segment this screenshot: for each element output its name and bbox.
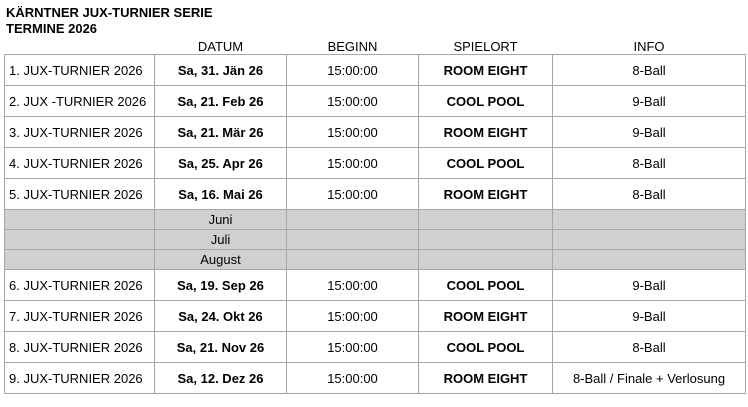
info-cell: 8-Ball / Finale + Verlosung [553,363,746,394]
document-title: KÄRNTNER JUX-TURNIER SERIE [6,5,213,20]
empty-cell [5,210,155,230]
empty-cell [5,230,155,250]
time-cell: 15:00:00 [287,179,419,210]
event-cell: 5. JUX-TURNIER 2026 [5,179,155,210]
date-cell: Sa, 21. Nov 26 [155,332,287,363]
date-cell: Sa, 25. Apr 26 [155,148,287,179]
time-cell: 15:00:00 [287,55,419,86]
info-cell: 8-Ball [553,148,746,179]
empty-cell [5,250,155,270]
event-cell: 8. JUX-TURNIER 2026 [5,332,155,363]
time-cell: 15:00:00 [287,148,419,179]
table-row [5,332,746,363]
table-row [5,270,746,301]
table-row [5,148,746,179]
break-row [5,210,746,230]
info-cell: 9-Ball [553,270,746,301]
empty-cell [419,210,553,230]
venue-cell: COOL POOL [419,270,553,301]
empty-cell [287,230,419,250]
break-row [5,230,746,250]
event-cell: 4. JUX-TURNIER 2026 [5,148,155,179]
date-cell: Sa, 21. Mär 26 [155,117,287,148]
info-cell: 9-Ball [553,301,746,332]
info-cell: 8-Ball [553,55,746,86]
event-cell: 2. JUX -TURNIER 2026 [5,86,155,117]
date-cell: Sa, 19. Sep 26 [155,270,287,301]
time-cell: 15:00:00 [287,270,419,301]
table-row [5,179,746,210]
time-cell: 15:00:00 [287,332,419,363]
event-cell: 6. JUX-TURNIER 2026 [5,270,155,301]
break-month-cell: Juli [155,230,287,250]
time-cell: 15:00:00 [287,117,419,148]
event-cell: 1. JUX-TURNIER 2026 [5,55,155,86]
info-cell: 8-Ball [553,332,746,363]
header-info: INFO [633,39,665,54]
empty-cell [287,250,419,270]
header-event [5,37,155,55]
table-row [5,301,746,332]
header-spielort: SPIELORT [453,39,518,54]
event-cell: 9. JUX-TURNIER 2026 [5,363,155,394]
info-cell: 9-Ball [553,86,746,117]
break-month-cell: August [155,250,287,270]
event-cell: 3. JUX-TURNIER 2026 [5,117,155,148]
break-row [5,250,746,270]
date-cell: Sa, 16. Mai 26 [155,179,287,210]
empty-cell [553,250,746,270]
date-cell: Sa, 12. Dez 26 [155,363,287,394]
table-row [5,55,746,86]
table-row [5,117,746,148]
header-row [5,37,746,55]
event-cell: 7. JUX-TURNIER 2026 [5,301,155,332]
table-row [5,86,746,117]
empty-cell [419,230,553,250]
venue-cell: ROOM EIGHT [419,117,553,148]
time-cell: 15:00:00 [287,363,419,394]
time-cell: 15:00:00 [287,86,419,117]
time-cell: 15:00:00 [287,301,419,332]
empty-cell [553,230,746,250]
date-cell: Sa, 31. Jän 26 [155,55,287,86]
document-subtitle: TERMINE 2026 [6,21,98,36]
empty-cell [287,210,419,230]
info-cell: 9-Ball [553,117,746,148]
empty-cell [419,250,553,270]
venue-cell: ROOM EIGHT [419,179,553,210]
header-beginn: BEGINN [327,39,378,54]
table-row [5,363,746,394]
date-cell: Sa, 24. Okt 26 [155,301,287,332]
venue-cell: COOL POOL [419,332,553,363]
venue-cell: ROOM EIGHT [419,55,553,86]
venue-cell: COOL POOL [419,86,553,117]
venue-cell: ROOM EIGHT [419,363,553,394]
info-cell: 8-Ball [553,179,746,210]
schedule-table [4,37,746,394]
empty-cell [553,210,746,230]
venue-cell: COOL POOL [419,148,553,179]
venue-cell: ROOM EIGHT [419,301,553,332]
break-month-cell: Juni [155,210,287,230]
date-cell: Sa, 21. Feb 26 [155,86,287,117]
header-datum: DATUM [197,39,244,54]
